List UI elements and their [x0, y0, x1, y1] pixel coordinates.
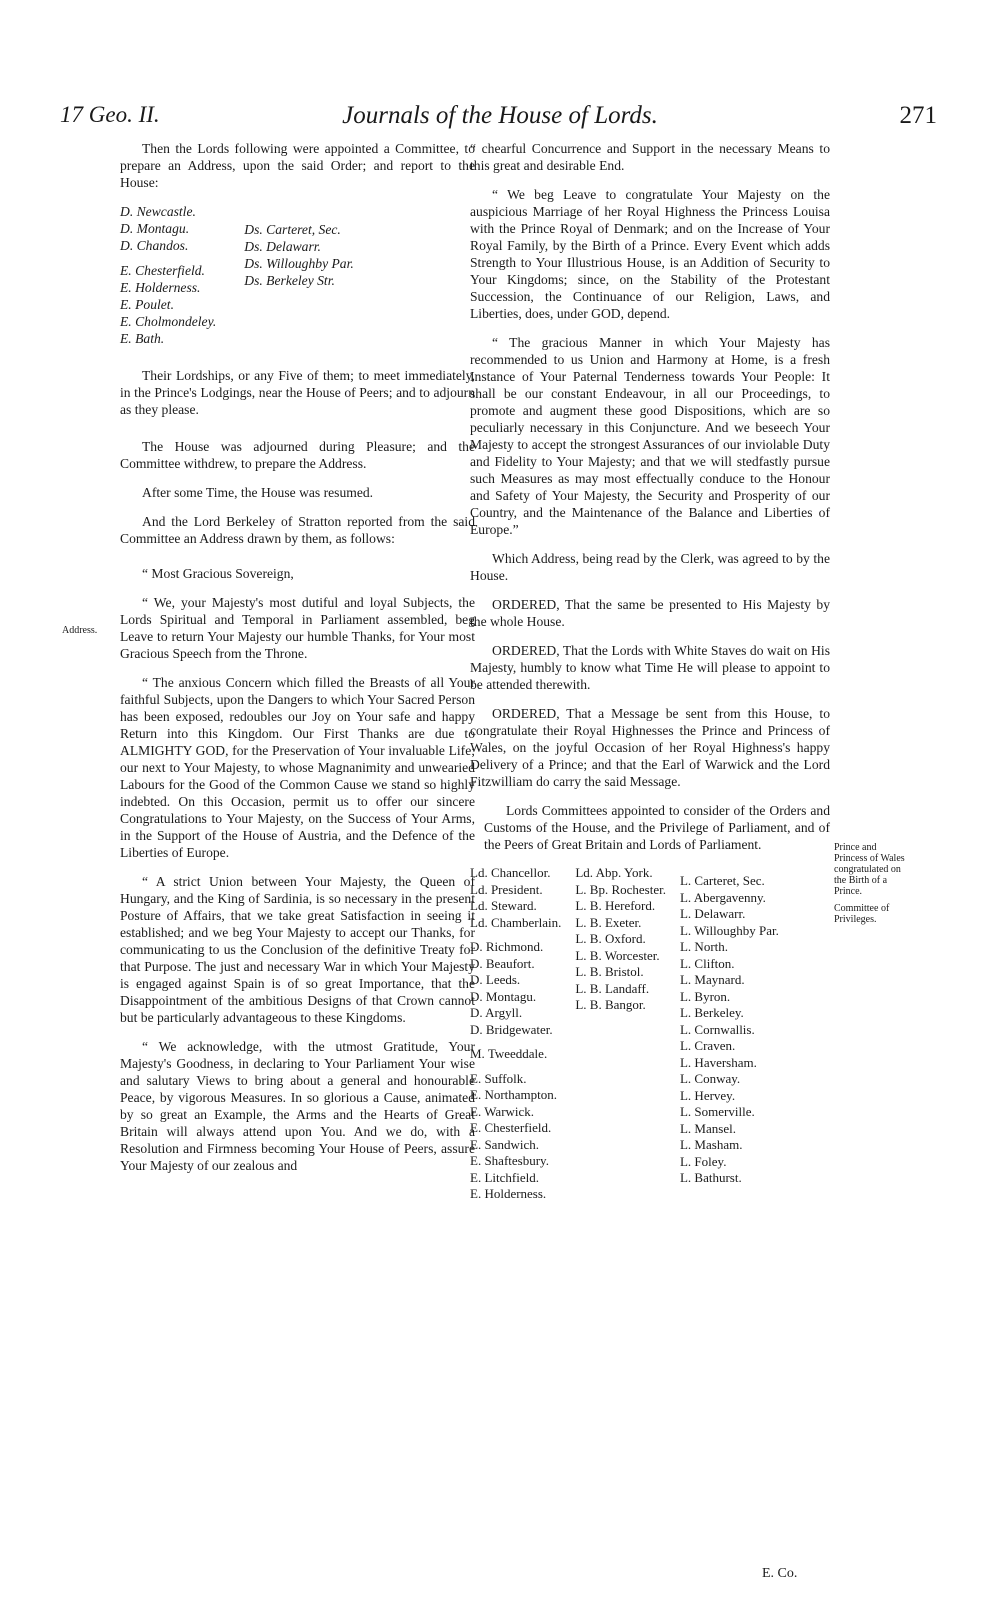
list-item: Ds. Willoughby Par. — [244, 256, 354, 271]
list-item: Ld. Steward. — [470, 898, 537, 913]
list-item: D. Argyll. — [470, 1005, 523, 1020]
list-item: E. Cholmondeley. — [120, 314, 217, 329]
catchword: E. Co. — [762, 1566, 798, 1581]
list-item: L. Masham. — [679, 1137, 743, 1152]
list-item: E. Holderness. — [120, 280, 201, 295]
address-paragraph: “ The gracious Manner in which Your Majesty has recommended to us Union and Harmony at Home, is a fresh Instance of Your Paternal Tenderness towards Your People: It shall be our constant Endeavour, in all our Proceedings, to promote and augment these good Dispositions, which are so peculiarly necessary in this Conjuncture. And we beseech Your Majesty to accept the strongest Assurances of our inviolable Duty and Fidelity to Your Majesty; and that we will stedfastly pursue such Measures as may most effectually conduce to the Honour and Safety of Your Majesty, the Security and Prosperity of our Country, and the Maintenance of the Balance and Liberties of Europe.” — [470, 335, 830, 537]
list-item: L. B. Exeter. — [575, 914, 642, 930]
list-item: Ld. President. — [470, 881, 543, 897]
list-item: L. Willoughby Par. — [679, 922, 779, 938]
paragraph-adjourned: The House was adjourned during Pleasure; and the Committee withdrew, to prepare the Address. — [120, 439, 475, 471]
list-item: L. B. Bangor. — [575, 997, 646, 1012]
list-item: D. Chandos. — [120, 238, 189, 253]
order-presented: ORDERED, That the same be presented to His Majesty by the whole House. — [470, 597, 830, 629]
list-item: E. Litchfield. — [470, 1169, 539, 1185]
list-item: L. Clifton. — [679, 955, 735, 971]
list-item: E. Northampton. — [470, 1087, 558, 1102]
paragraph-report: And the Lord Berkeley of Stratton reported from the said Committee an Address drawn by them, as follows: — [120, 514, 475, 546]
list-item: E. Suffolk. — [470, 1070, 527, 1086]
committee-col2 — [575, 865, 666, 1203]
list-item: L. Berkeley. — [679, 1005, 744, 1020]
paragraph-committee-appointed: Then the Lords following were appointed a Committee, to prepare an Address, upon the said Order; and report to the House: — [120, 141, 475, 190]
list-item: Ld. Abp. York. — [575, 865, 653, 880]
list-item: L. B. Oxford. — [575, 931, 646, 946]
list-item: L. B. Landaff. — [575, 980, 650, 996]
committee-heading: Lords Committees appointed to consider of the Orders and Customs of the House, and the Privilege of Parliament, and of the Peers of Great Britain and Lords of Parliament. — [484, 803, 830, 852]
list-item: D. Montagu. — [470, 988, 537, 1004]
list-item: L. B. Hereford. — [575, 898, 656, 913]
list-item: L. Hervey. — [679, 1087, 736, 1103]
list-item: E. Poulet. — [120, 297, 174, 312]
header-regnal-year: 17 Geo. II. — [60, 102, 160, 127]
list-item: Ds. Berkeley Str. — [244, 273, 335, 288]
list-item: D. Richmond. — [470, 939, 544, 954]
margin-note-address: Address. — [62, 625, 98, 636]
list-item: E. Holderness. — [470, 1186, 547, 1201]
list-item: D. Bridgewater. — [470, 1021, 553, 1037]
list-item: E. Shaftesbury. — [470, 1153, 549, 1168]
list-item: L. B. Bristol. — [575, 964, 644, 979]
committee-col1 — [470, 865, 561, 1203]
list-item: L. Delawarr. — [679, 906, 746, 921]
lords-list-col1 — [120, 203, 216, 347]
address-committee-list — [120, 203, 475, 347]
list-item: L. Abergavenny. — [679, 889, 766, 905]
header-title: Journals of the House of Lords. — [342, 102, 658, 129]
right-column — [470, 140, 830, 1203]
paragraph-resumed: After some Time, the House was resumed. — [142, 485, 374, 500]
list-item: D. Montagu. — [120, 221, 190, 236]
list-item: E. Warwick. — [470, 1103, 535, 1119]
list-item: L. Carteret, Sec. — [679, 873, 765, 888]
left-column — [120, 140, 475, 1186]
list-item: L. B. Worcester. — [575, 947, 660, 963]
address-paragraph: “ chearful Concurrence and Support in the necessary Means to this great and desirable End. — [470, 141, 830, 173]
list-item: E. Sandwich. — [470, 1136, 539, 1152]
list-item: L. Byron. — [679, 988, 731, 1004]
list-item: D. Newcastle. — [120, 204, 196, 219]
list-item: Ld. Chamberlain. — [470, 914, 562, 930]
list-item: L. Somerville. — [679, 1104, 755, 1119]
list-item: E. Chesterfield. — [120, 263, 205, 278]
list-item: M. Tweeddale. — [470, 1046, 548, 1061]
order-message: ORDERED, That a Message be sent from this House, to congratulate their Royal Highnesses the Prince and Princess of Wales, on the joyful Occasion of her Royal Highness's happy Delivery of a Prince; and that the Earl of Warwick and the Lord Fitzwilliam do carry the said Message. — [470, 706, 830, 789]
page-number: 271 — [899, 102, 937, 129]
list-item: Ld. Chancellor. — [470, 865, 551, 880]
list-item: L. Foley. — [679, 1153, 727, 1169]
list-item: Ds. Delawarr. — [244, 239, 321, 254]
list-item: L. Haversham. — [679, 1054, 757, 1070]
privileges-committee-list — [470, 865, 830, 1203]
list-item: L. Cornwallis. — [679, 1021, 755, 1037]
list-item: L. Bp. Rochester. — [575, 881, 666, 897]
margin-note-prince: Prince and Princess of Wales congratulated on the Birth of a Prince. — [834, 842, 905, 897]
committee-col3 — [680, 865, 779, 1203]
list-item: L. Mansel. — [679, 1120, 736, 1136]
lords-list-col2 — [244, 203, 354, 347]
list-item: L. Maynard. — [679, 972, 745, 987]
list-item: E. Bath. — [120, 331, 165, 346]
paragraph-address-agreed: Which Address, being read by the Clerk, was agreed to by the House. — [470, 551, 830, 583]
list-item: L. North. — [679, 939, 729, 954]
list-item — [680, 865, 779, 873]
order-white-staves: ORDERED, That the Lords with White Staves do wait on His Majesty, humbly to know what Time He will please to appoint to be attended therewith. — [470, 643, 830, 692]
address-paragraph: “ We acknowledge, with the utmost Gratitude, Your Majesty's Goodness, in declaring to Your Parliament Your wise and salutary Views to bring about a general and honourable Peace, by vigorous Measures. In so glorious a Cause, animated by so great an Example, the Arms and the Hearts of Great Britain will always attend upon You. And we do, with a Resolution and Firmness becoming Your House of Peers, assure Your Majesty of our zealous and — [120, 1039, 475, 1173]
list-item: E. Chesterfield. — [470, 1120, 552, 1135]
list-item: D. Beaufort. — [470, 955, 535, 971]
list-item: L. Bathurst. — [679, 1170, 742, 1185]
list-item: L. Conway. — [679, 1071, 741, 1086]
margin-note-privileges: Committee of Privileges. — [834, 903, 890, 925]
address-paragraph: “ The anxious Concern which filled the Breasts of all Your faithful Subjects, upon the Dangers to which Your Sacred Person has been exposed, redoubles our Joy on Your safe and happy Return into this Kingdom. Our First Thanks are due to ALMIGHTY GOD, for the Preservation of Your invaluable Life; our next to Your Majesty, to whose Magnanimity and unwearied Labours for the Good of the Common Cause we stand so highly indebted. On this Occasion, permit us to offer our sincere Congratulations to Your Majesty, on the Success of Your Arms, in the Support of the House of Austria, and the Defence of the Liberties of Europe. — [120, 675, 475, 860]
list-item: Ds. Carteret, Sec. — [244, 222, 341, 237]
list-item: L. Craven. — [679, 1038, 736, 1053]
list-item: D. Leeds. — [470, 972, 521, 987]
paragraph-meeting: Their Lordships, or any Five of them; to meet immediately, in the Prince's Lodgings, near the House of Peers; and to adjourn as they please. — [120, 368, 475, 417]
address-salutation: “ Most Gracious Sovereign, — [142, 566, 294, 581]
address-paragraph: “ A strict Union between Your Majesty, the Queen of Hungary, and the King of Sardinia, is so necessary in the present Posture of Affairs, that we take great Satisfaction in seeing it established; and we beg Your Majesty to accept our Thanks, for communicating to us the Conclusion of the definitive Treaty for that Purpose. The just and necessary War in which Your Majesty is engaged against Spain is of so great Importance, that the Disappointment of the ambitious Designs of that Crown cannot but be particularly advantageous to these Kingdoms. — [120, 874, 475, 1025]
address-paragraph: “ We, your Majesty's most dutiful and loyal Subjects, the Lords Spiritual and Temporal in Parliament assembled, beg Leave to return Your Majesty our humble Thanks, for Your most Gracious Speech from the Throne. — [120, 595, 475, 661]
address-paragraph: “ We beg Leave to congratulate Your Majesty on the auspicious Marriage of her Royal Highness the Princess Louisa with the Prince Royal of Denmark; and on the Increase of Your Royal Family, by the Birth of a Prince. Every Event which adds Strength to Your Illustrious House, is an Addition of Security to Your Kingdoms; since, on the Stability of the Protestant Succession, the Continuance of our Religion, Laws, and Liberties, does, under GOD, depend. — [470, 187, 830, 321]
